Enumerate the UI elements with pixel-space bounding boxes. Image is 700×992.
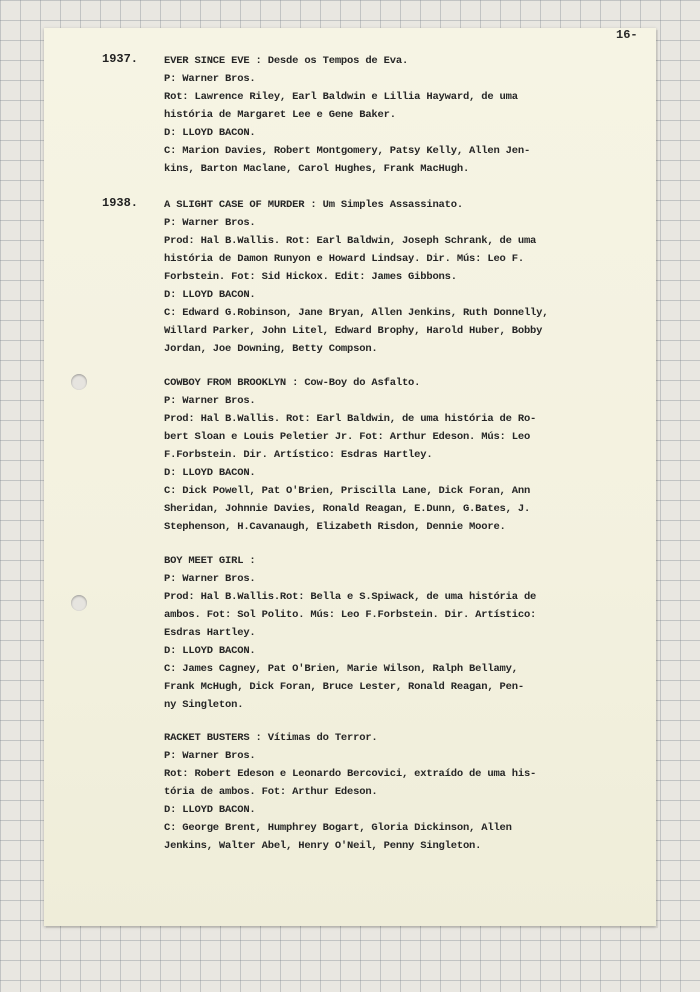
- cast-line: Frank McHugh, Dick Foran, Bruce Lester, Ronald Reagan, Pen-: [164, 681, 524, 693]
- credits-line: Rot: Lawrence Riley, Earl Baldwin e Lillia Hayward, de uma: [164, 91, 518, 103]
- cast-line: Jenkins, Walter Abel, Henry O'Neil, Penny Singleton.: [164, 840, 482, 852]
- entry-lines: [164, 552, 644, 714]
- credits-line: Prod: Hal B.Wallis. Rot: Earl Baldwin, Joseph Schrank, de uma: [164, 235, 537, 247]
- director-line: D: LLOYD BACON.: [164, 127, 256, 139]
- punch-hole: [71, 595, 87, 611]
- entry-year: 1937.: [102, 52, 139, 66]
- credits-line: história de Damon Runyon e Howard Lindsay. Dir. Mús: Leo F.: [164, 253, 524, 265]
- cast-line: Jordan, Joe Downing, Betty Compson.: [164, 343, 378, 355]
- producer-line: P: Warner Bros.: [164, 73, 256, 85]
- producer-line: P: Warner Bros.: [164, 217, 256, 229]
- cast-line: C: Marion Davies, Robert Montgomery, Patsy Kelly, Allen Jen-: [164, 145, 531, 157]
- entry-year: 1938.: [102, 196, 139, 210]
- credits-line: tória de ambos. Fot: Arthur Edeson.: [164, 786, 378, 798]
- entry-lines: [164, 729, 644, 855]
- director-line: D: LLOYD BACON.: [164, 467, 256, 479]
- director-line: D: LLOYD BACON.: [164, 289, 256, 301]
- cast-line: Stephenson, H.Cavanaugh, Elizabeth Risdon, Dennie Moore.: [164, 521, 506, 533]
- credits-line: Esdras Hartley.: [164, 627, 256, 639]
- cast-line: C: Edward G.Robinson, Jane Bryan, Allen Jenkins, Ruth Donnelly,: [164, 307, 549, 319]
- credits-line: história de Margaret Lee e Gene Baker.: [164, 109, 396, 121]
- film-title-line: RACKET BUSTERS : Vítimas do Terror.: [164, 732, 378, 744]
- entry-lines: [164, 374, 644, 536]
- producer-line: P: Warner Bros.: [164, 573, 256, 585]
- document-page: [44, 28, 656, 926]
- credits-line: Forbstein. Fot: Sid Hickox. Edit: James Gibbons.: [164, 271, 457, 283]
- film-title-line: EVER SINCE EVE : Desde os Tempos de Eva.: [164, 55, 409, 67]
- cast-line: C: James Cagney, Pat O'Brien, Marie Wilson, Ralph Bellamy,: [164, 663, 518, 675]
- director-line: D: LLOYD BACON.: [164, 645, 256, 657]
- entry-lines: [164, 52, 644, 178]
- producer-line: P: Warner Bros.: [164, 395, 256, 407]
- film-title-line: BOY MEET GIRL :: [164, 555, 256, 567]
- producer-line: P: Warner Bros.: [164, 750, 256, 762]
- credits-line: F.Forbstein. Dir. Artístico: Esdras Hartley.: [164, 449, 433, 461]
- cast-line: C: Dick Powell, Pat O'Brien, Priscilla Lane, Dick Foran, Ann: [164, 485, 531, 497]
- punch-hole: [71, 374, 87, 390]
- director-line: D: LLOYD BACON.: [164, 804, 256, 816]
- cast-line: Sheridan, Johnnie Davies, Ronald Reagan, E.Dunn, G.Bates, J.: [164, 503, 531, 515]
- page-number: 16-: [616, 28, 638, 42]
- credits-line: Prod: Hal B.Wallis. Rot: Earl Baldwin, de uma história de Ro-: [164, 413, 537, 425]
- credits-line: Prod: Hal B.Wallis.Rot: Bella e S.Spiwack, de uma história de: [164, 591, 537, 603]
- cast-line: ny Singleton.: [164, 699, 244, 711]
- credits-line: ambos. Fot: Sol Polito. Mús: Leo F.Forbstein. Dir. Artístico:: [164, 609, 537, 621]
- credits-line: bert Sloan e Louis Peletier Jr. Fot: Arthur Edeson. Mús: Leo: [164, 431, 531, 443]
- credits-line: Rot: Robert Edeson e Leonardo Bercovici, extraído de uma his-: [164, 768, 537, 780]
- cast-line: Willard Parker, John Litel, Edward Brophy, Harold Huber, Bobby: [164, 325, 543, 337]
- cast-line: C: George Brent, Humphrey Bogart, Gloria Dickinson, Allen: [164, 822, 512, 834]
- film-title-line: COWBOY FROM BROOKLYN : Cow-Boy do Asfalto.: [164, 377, 421, 389]
- entry-lines: [164, 196, 644, 358]
- film-title-line: A SLIGHT CASE OF MURDER : Um Simples Assassinato.: [164, 199, 463, 211]
- cast-line: kins, Barton Maclane, Carol Hughes, Frank MacHugh.: [164, 163, 470, 175]
